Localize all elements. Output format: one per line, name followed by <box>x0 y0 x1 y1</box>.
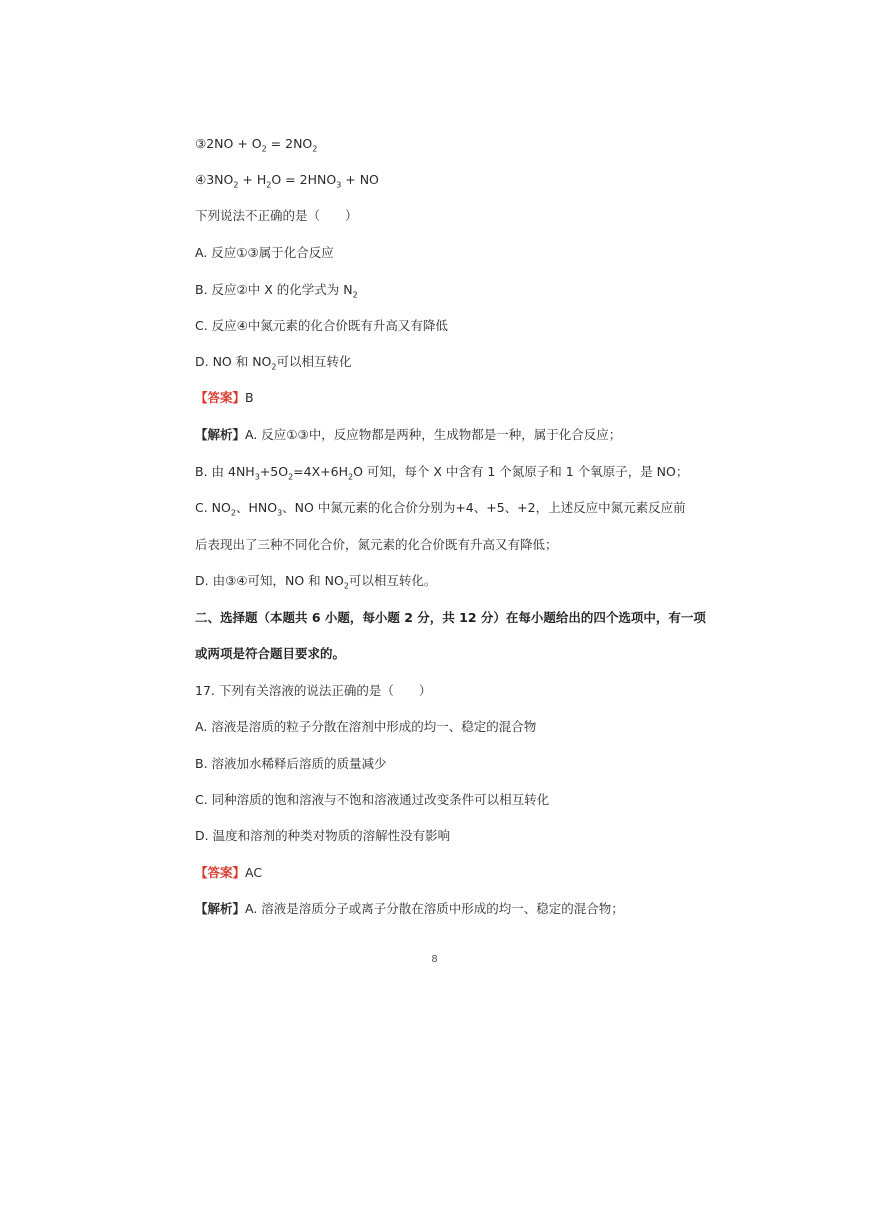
analysis-text: +5O <box>259 464 289 479</box>
option-c: C. 反应④中氮元素的化合价既有升高又有降低 <box>195 318 448 333</box>
option-a: A. 反应①③属于化合反应 <box>195 245 334 260</box>
option-b <box>195 282 358 298</box>
analysis-label: 【解析】 <box>195 427 246 442</box>
answer-label: 【答案】 <box>195 865 246 880</box>
analysis-1-a <box>195 427 621 443</box>
answer-label: 【答案】 <box>195 390 246 405</box>
option-d-text: D. NO 和 NO <box>195 354 272 369</box>
analysis-text: =4X+6H <box>293 464 348 479</box>
subscript: 3 <box>277 508 283 518</box>
reaction-3-text: = 2NO <box>266 136 313 151</box>
analysis-text: B. 由 4NH <box>195 464 255 479</box>
reaction-4-text: + NO <box>341 172 379 187</box>
q17-option-b: B. 溶液加水稀释后溶质的质量减少 <box>195 756 387 771</box>
question-intro: 下列说法不正确的是（ ） <box>195 208 358 223</box>
subscript: 2 <box>230 508 236 518</box>
answer-value: AC <box>245 865 263 880</box>
subscript: 3 <box>336 180 342 190</box>
analysis-1-b <box>195 464 688 480</box>
reaction-3-text: ③2NO + O <box>195 136 262 151</box>
section-heading-cont: 或两项是符合题目要求的。 <box>195 646 346 661</box>
subscript: 2 <box>233 180 239 190</box>
reaction-3-line <box>195 136 317 152</box>
analysis-label: 【解析】 <box>195 901 246 916</box>
analysis-text: C. NO <box>195 500 231 515</box>
analysis-text: A. 反应①③中，反应物都是两种，生成物都是一种，属于化合反应； <box>245 427 622 442</box>
analysis-text: 、NO 中氮元素的化合价分别为+4、+5、+2，上述反应中氮元素反应前 <box>282 500 686 515</box>
analysis-text: O 可知，每个 X 中含有 1 个氮原子和 1 个氧原子，是 NO； <box>353 464 689 479</box>
subscript: 2 <box>347 472 354 482</box>
subscript: 2 <box>343 581 349 591</box>
analysis-text: D. 由③④可知，NO 和 NO <box>195 573 344 588</box>
option-d <box>195 354 352 370</box>
analysis-1-c-cont: 后表现出了三种不同化合价，氮元素的化合价既有升高又有降低； <box>195 537 558 552</box>
analysis-text: A. 溶液是溶质分子或离子分散在溶质中形成的均一、稳定的混合物； <box>245 901 624 916</box>
analysis-1-d <box>195 573 436 589</box>
subscript: 3 <box>254 472 260 482</box>
subscript: 2 <box>266 180 272 190</box>
q17-option-a: A. 溶液是溶质的粒子分散在溶剂中形成的均一、稳定的混合物 <box>195 719 537 734</box>
reaction-4-text: O = 2HNO <box>271 172 337 187</box>
subscript: 2 <box>288 472 294 482</box>
subscript: 2 <box>261 144 267 154</box>
section-heading: 二、选择题（本题共 6 小题，每小题 2 分，共 12 分）在每小题给出的四个选项中，有一项 <box>195 610 706 625</box>
question-17: 17. 下列有关溶液的说法正确的是（ ） <box>195 683 432 698</box>
subscript: 2 <box>312 144 318 154</box>
answer-2 <box>195 865 262 881</box>
option-b-text: B. 反应②中 X 的化学式为 N <box>195 282 353 297</box>
analysis-2-a <box>195 901 624 917</box>
q17-option-d: D. 温度和溶剂的种类对物质的溶解性没有影响 <box>195 828 451 843</box>
analysis-text: 、HNO <box>235 500 278 515</box>
q17-option-c: C. 同种溶质的饱和溶液与不饱和溶液通过改变条件可以相互转化 <box>195 792 550 807</box>
page-number: 8 <box>431 954 438 965</box>
reaction-4-line <box>195 172 379 188</box>
subscript: 2 <box>352 290 358 300</box>
answer-1 <box>195 390 254 406</box>
subscript: 2 <box>271 362 277 372</box>
reaction-4-text: + H <box>238 172 267 187</box>
answer-value: B <box>245 390 254 405</box>
analysis-text: 可以相互转化。 <box>348 573 437 588</box>
option-d-text: 可以相互转化 <box>276 354 352 369</box>
analysis-1-c <box>195 500 686 516</box>
reaction-4-text: ④3NO <box>195 172 234 187</box>
